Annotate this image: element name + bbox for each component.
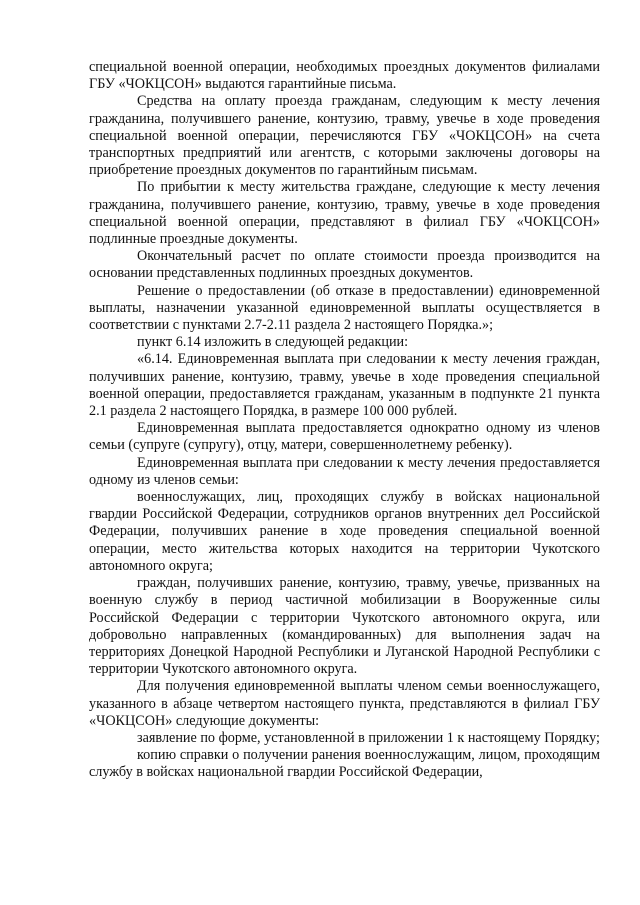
paragraph-7: «6.14. Единовременная выплата при следовании к месту лечения граждан, получивших ранение, контузию, травму, увечье в ходе проведения специальной военной операции, предоставляется гражданам, указанным в подпункте 21 пункта 2.1 раздела 2 настоящего Порядка, в размере 100 000 рублей.	[89, 351, 600, 420]
paragraph-12: Для получения единовременной выплаты членом семьи военнослужащего, указанного в абзаце четвертом настоящего пункта, представляются в филиал ГБУ «ЧОКЦСОН» следующие документы:	[89, 678, 600, 729]
paragraph-9: Единовременная выплата при следовании к месту лечения предоставляется одному из членов семьи:	[89, 454, 600, 488]
paragraph-10: военнослужащих, лиц, проходящих службу в войсках национальной гвардии Российской Федерации, сотрудников органов внутренних дел Российской Федерации, получивших ранение в ходе проведения специальной военной операции, место жительства которых находится на территории Чукотского автономного округа;	[89, 489, 600, 574]
paragraph-8: Единовременная выплата предоставляется однократно одному из членов семьи (супруге (супругу), отцу, матери, совершеннолетнему ребенку).	[89, 420, 600, 454]
paragraph-3: По прибытии к месту жительства граждане, следующие к месту лечения гражданина, получившего ранение, контузию, травму, увечье в ходе проведения специальной военной операции, представляют в филиал ГБУ «ЧОКЦСОН» подлинные проездные документы.	[89, 179, 600, 248]
paragraph-6: пункт 6.14 изложить в следующей редакции:	[137, 334, 409, 351]
paragraph-11: граждан, получивших ранение, контузию, травму, увечье, призванных на военную службу в период частичной мобилизации в Вооруженные силы Российской Федерации с территории Чукотского автономного округа, или добровольно направленных (командированных) для выполнения задач на территориях Донецкой Народной Республики и Луганской Народной Республики с территории Чукотского автономного округа.	[89, 575, 600, 678]
paragraph-2: Средства на оплату проезда гражданам, следующим к месту лечения гражданина, получившего ранение, контузию, травму, увечье в ходе проведения специальной военной операции, перечисляются ГБУ «ЧОКЦСОН» на счета транспортных предприятий или агентств, с которыми заключены договоры на приобретение проездных документов по гарантийным письмам.	[89, 93, 600, 179]
paragraph-1: специальной военной операции, необходимых проездных документов филиалами ГБУ «ЧОКЦСОН» выдаются гарантийные письма.	[89, 59, 600, 93]
paragraph-13: заявление по форме, установленной в приложении 1 к настоящему Порядку;	[137, 729, 600, 746]
document-page	[89, 59, 600, 782]
paragraph-14: копию справки о получении ранения военнослужащим, лицом, проходящим службу в войсках национальной гвардии Российской Федерации,	[89, 747, 600, 781]
paragraph-4: Окончательный расчет по оплате стоимости проезда производится на основании представленных подлинных проездных документов.	[89, 248, 600, 282]
paragraph-5: Решение о предоставлении (об отказе в предоставлении) единовременной выплаты, назначении указанной единовременной выплаты осуществляется в соответствии с пунктами 2.7-2.11 раздела 2 настоящего Порядка.»;	[89, 282, 600, 334]
